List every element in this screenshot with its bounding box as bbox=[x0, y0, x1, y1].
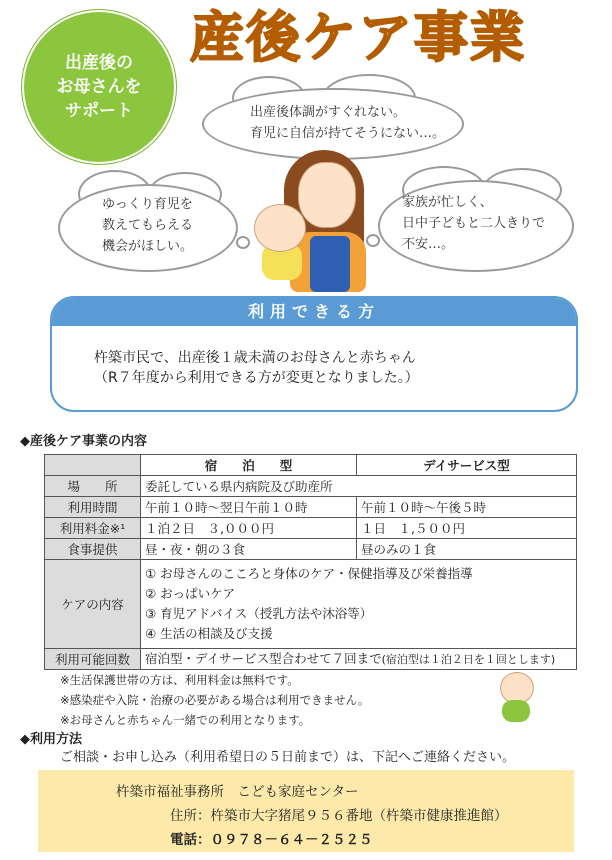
place-value: 委託している県内病院及び助産所 bbox=[141, 476, 577, 497]
table-row bbox=[45, 649, 577, 670]
contact-address: 住所：杵築市大字猪尾９５６番地（杵築市健康推進館） bbox=[170, 808, 508, 824]
table-row bbox=[45, 518, 577, 539]
care-item-1: ① お母さんのこころと身体のケア・保健指導及び栄養指導 bbox=[145, 566, 473, 581]
contact-office: 杵築市福祉事務所 こども家庭センター bbox=[116, 784, 359, 800]
fee-overnight: １泊２日 ３,０００円 bbox=[141, 518, 357, 539]
cloud-right-line-2: 日中子どもと二人きりで bbox=[402, 216, 546, 231]
cloud-left-line-3: 機会がほしい。 bbox=[102, 239, 194, 254]
page-title: 産後ケア事業 bbox=[190, 6, 526, 69]
eligibility-line-1: 杵築市民で、出産後１歳未満のお母さんと赤ちゃん bbox=[94, 350, 416, 366]
meal-label: 食事提供 bbox=[45, 539, 141, 560]
eligibility-line-2: （R７年度から利用できる方が変更となりました。） bbox=[94, 370, 419, 386]
table-row bbox=[45, 476, 577, 497]
table-corner bbox=[45, 455, 141, 476]
eligibility-box bbox=[50, 296, 578, 412]
col-overnight: 宿 泊 型 bbox=[141, 455, 357, 476]
baby-face-illustration bbox=[254, 204, 306, 252]
cloud-left-line-2: 教えてもらえる bbox=[102, 218, 194, 233]
note-2: ※感染症や入院・治療の必要がある場合は利用できません。 bbox=[60, 693, 370, 707]
cloud-top-line-1: 出産後体調がすぐれない。 bbox=[250, 105, 407, 120]
care-items bbox=[141, 560, 577, 649]
hours-day: 午前１０時～午後５時 bbox=[357, 497, 577, 518]
fee-day: １日 １,５００円 bbox=[357, 518, 577, 539]
table-row bbox=[45, 560, 577, 649]
meal-overnight: 昼・夜・朝の３食 bbox=[141, 539, 357, 560]
fee-label: 利用料金※¹ bbox=[45, 518, 141, 539]
eligibility-heading: 利用できる方 bbox=[52, 298, 576, 326]
method-text: ご相談・お申し込み（利用希望日の５日前まで）は、下記へご連絡ください。 bbox=[60, 750, 516, 765]
content-heading: ◆産後ケア事業の内容 bbox=[20, 434, 147, 449]
count-note: (宿泊型は１泊２日を１回とします) bbox=[381, 653, 556, 666]
count-label: 利用可能回数 bbox=[45, 649, 141, 670]
mother-apron-illustration bbox=[310, 236, 350, 292]
care-item-2: ② おっぱいケア bbox=[145, 586, 236, 601]
hours-label: 利用時間 bbox=[45, 497, 141, 518]
thought-cloud-top bbox=[202, 80, 464, 160]
care-label: ケアの内容 bbox=[45, 560, 141, 649]
count-value-cell bbox=[141, 649, 577, 670]
col-day: デイサービス型 bbox=[357, 455, 577, 476]
thought-cloud-left bbox=[58, 176, 238, 272]
note-3: ※お母さんと赤ちゃん一緒での利用となります。 bbox=[60, 713, 311, 727]
badge-line-2: お母さんを bbox=[56, 77, 142, 97]
note-1: ※生活保護世帯の方は、利用料金は無料です。 bbox=[60, 673, 299, 687]
contact-phone: 電話：０９７８－６４－２５２５ bbox=[170, 832, 373, 848]
support-badge bbox=[24, 12, 174, 162]
table-row bbox=[45, 455, 577, 476]
care-table bbox=[44, 454, 577, 670]
hours-overnight: 午前１０時～翌日午前１０時 bbox=[141, 497, 357, 518]
table-row bbox=[45, 497, 577, 518]
badge-line-1: 出産後の bbox=[65, 53, 133, 73]
cloud-right-line-3: 不安…。 bbox=[402, 237, 455, 252]
baby-illustration bbox=[494, 672, 538, 722]
notes bbox=[60, 670, 369, 730]
method-heading: ◆利用方法 bbox=[20, 732, 82, 747]
mother-face-illustration bbox=[298, 162, 356, 228]
place-label: 場 所 bbox=[45, 476, 141, 497]
meal-day: 昼のみの１食 bbox=[357, 539, 577, 560]
cloud-right-line-1: 家族が忙しく、 bbox=[402, 195, 493, 210]
table-row bbox=[45, 539, 577, 560]
care-item-3: ③ 育児アドバイス（授乳方法や沐浴等） bbox=[145, 606, 373, 621]
care-item-4: ④ 生活の相談及び支援 bbox=[145, 626, 273, 641]
count-value: 宿泊型・デイサービス型合わせて７回まで bbox=[145, 651, 382, 666]
cloud-left-line-1: ゆっくり育児を bbox=[102, 197, 193, 212]
badge-line-3: サポート bbox=[65, 101, 133, 121]
thought-cloud-right bbox=[378, 172, 574, 272]
contact-box bbox=[38, 770, 574, 852]
cloud-top-line-2: 育児に自信が持てそうにない…。 bbox=[250, 126, 446, 141]
